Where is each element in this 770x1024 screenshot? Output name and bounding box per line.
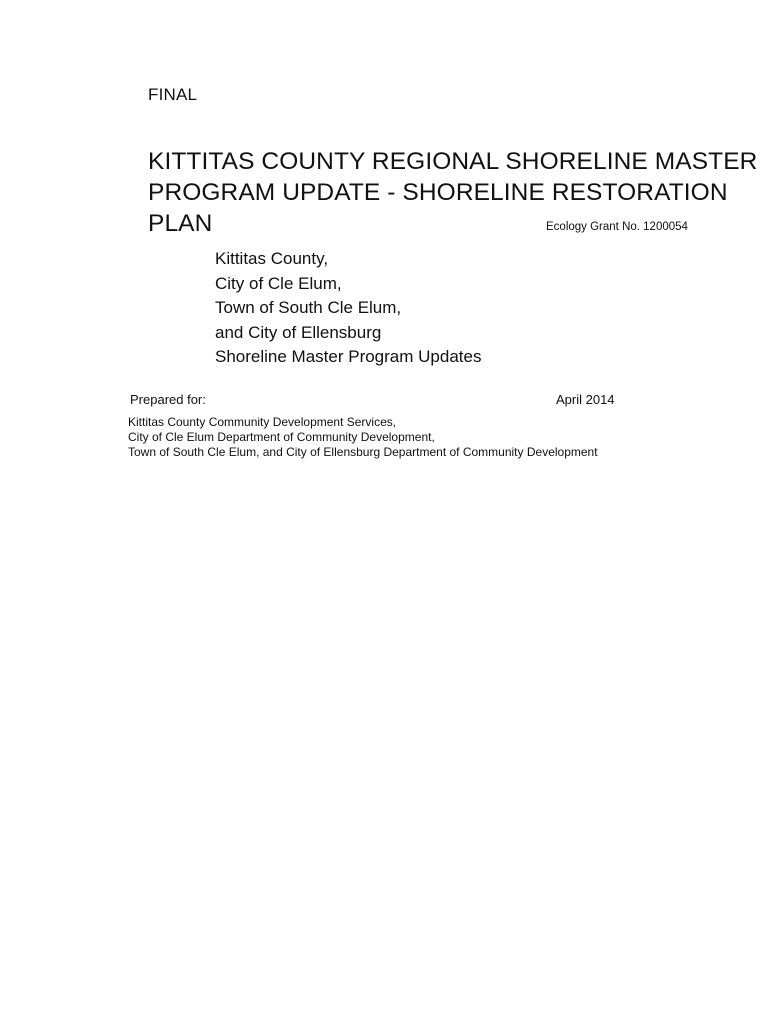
jurisdiction-item: Shoreline Master Program Updates (215, 347, 482, 366)
jurisdiction-item: and City of Ellensburg (215, 322, 382, 342)
jurisdiction-item: Kittitas County, (215, 249, 329, 268)
recipient-list (128, 415, 598, 460)
document-status: FINAL (148, 85, 198, 104)
recipient-item: Kittitas County Community Development Services, (128, 415, 397, 429)
recipient-item: Town of South Cle Elum, and City of Ellensburg Department of Community Development (128, 445, 598, 459)
title-line-3: PLAN (148, 210, 213, 237)
title-line-1: KITTITAS COUNTY REGIONAL SHORELINE MASTER (148, 148, 758, 175)
title-line-2: PROGRAM UPDATE - SHORELINE RESTORATION (148, 179, 728, 206)
jurisdiction-list (215, 247, 481, 370)
publication-date: April 2014 (556, 392, 615, 407)
jurisdiction-item: City of Cle Elum, (215, 273, 342, 293)
recipient-item: City of Cle Elum Department of Community Development, (128, 430, 435, 444)
prepared-for-label: Prepared for: (130, 392, 206, 407)
jurisdiction-item: Town of South Cle Elum, (215, 298, 402, 317)
grant-number: Ecology Grant No. 1200054 (546, 221, 688, 233)
